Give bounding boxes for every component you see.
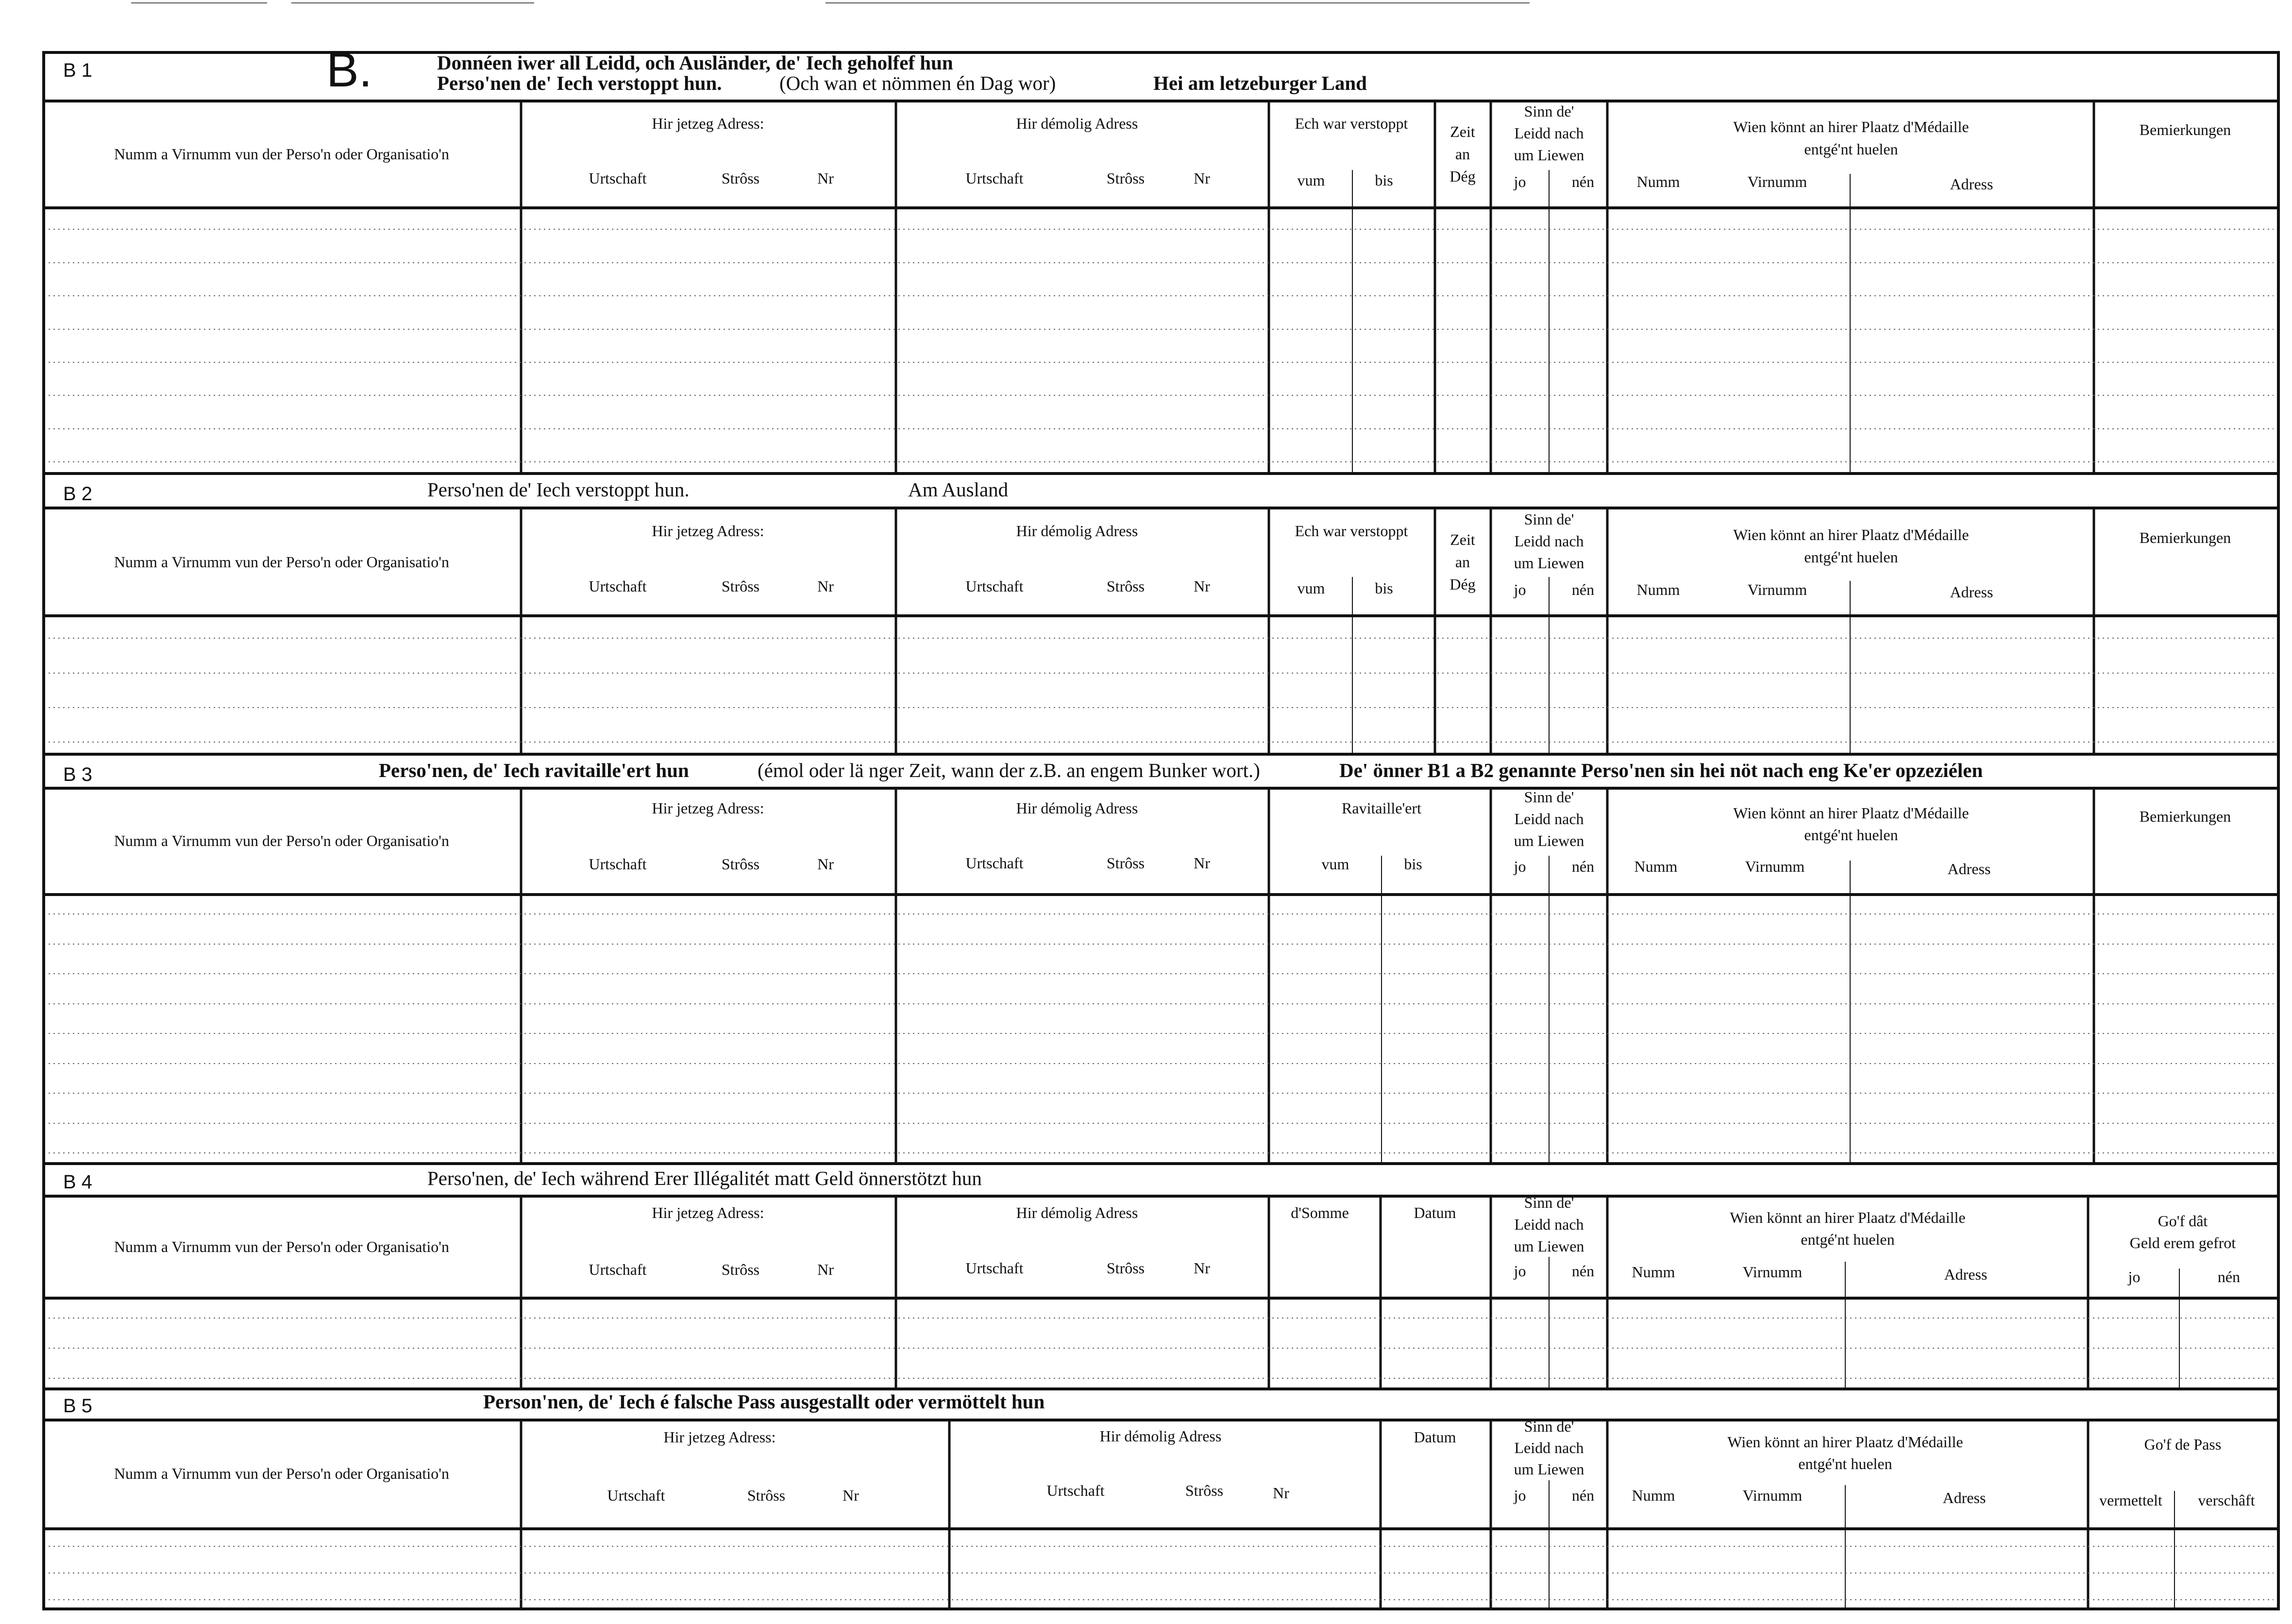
- b2-col-current-address: Hir jetzeg Adress:: [652, 522, 764, 540]
- section-b1-title-line2a: Perso'nen de' Iech verstoppt hun.: [437, 72, 722, 94]
- b4-col-gift-1: Go'f dât: [2157, 1212, 2208, 1230]
- b2-col-medal-2: entgé'nt huelen: [1804, 548, 1898, 566]
- b2-col-name: Numm a Virnumm vun der Perso'n oder Organisatio'n: [114, 553, 450, 571]
- b1-col-number: Nr: [817, 169, 834, 187]
- b1-col-former-town: Urtschaft: [965, 169, 1024, 187]
- b5-col-yes: jo: [1514, 1487, 1526, 1504]
- section-b3-title-b: (émol oder lä nger Zeit, wann der z.B. an engem Bunker wort.): [758, 759, 1260, 781]
- section-b3-title-c: De' önner B1 a B2 genannte Perso'nen sin hei nöt nach eng Ke'er opzeziélen: [1339, 759, 1983, 781]
- b1-col-former-street: Strôss: [1106, 169, 1145, 187]
- b1-col-former-number: Nr: [1194, 169, 1210, 187]
- b2-col-medal-first: Virnumm: [1747, 581, 1807, 598]
- b4-col-gift-yes: jo: [2128, 1268, 2140, 1286]
- b5-col-former-street: Strôss: [1185, 1482, 1224, 1499]
- b3-col-alive-2: Leidd nach: [1514, 810, 1584, 828]
- b4-col-no: nén: [1571, 1262, 1595, 1280]
- b3-col-town: Urtschaft: [589, 855, 647, 873]
- b5-col-no: nén: [1571, 1487, 1595, 1504]
- b5-col-medal-2: entgé'nt huelen: [1798, 1455, 1892, 1472]
- section-b2-title-b: Am Ausland: [908, 478, 1009, 501]
- b4-col-yes: jo: [1514, 1262, 1526, 1280]
- b4-col-gift-no: nén: [2217, 1268, 2241, 1286]
- b2-col-former-street: Strôss: [1106, 577, 1145, 595]
- b3-col-former-address: Hir démolig Adress: [1016, 799, 1138, 817]
- b1-col-alive-1: Sinn de': [1524, 102, 1574, 120]
- b2-col-until: bis: [1375, 579, 1393, 597]
- b1-col-days-1: Zeit: [1450, 123, 1475, 140]
- b1-col-until: bis: [1375, 171, 1393, 189]
- b1-col-days-2: an: [1455, 145, 1470, 163]
- b4-col-medal-first: Virnumm: [1742, 1263, 1803, 1281]
- b3-col-no: nén: [1571, 858, 1595, 875]
- b3-col-alive-3: um Liewen: [1514, 832, 1584, 849]
- b4-col-medal-1: Wien könnt an hirer Plaatz d'Médaille: [1730, 1209, 1966, 1226]
- section-b1: [44, 43, 2278, 474]
- b2-col-alive-2: Leidd nach: [1514, 532, 1584, 550]
- b1-col-hidden: Ech war verstoppt: [1295, 115, 1408, 132]
- b3-col-medal-address: Adress: [1947, 860, 1991, 878]
- b3-col-yes: jo: [1514, 858, 1526, 875]
- b4-col-alive-1: Sinn de': [1524, 1194, 1574, 1211]
- b3-col-former-town: Urtschaft: [965, 854, 1024, 872]
- b3-col-from: vum: [1321, 855, 1349, 873]
- b1-col-current-address: Hir jetzeg Adress:: [652, 115, 764, 132]
- b3-col-until: bis: [1404, 855, 1422, 873]
- b2-col-alive-1: Sinn de': [1524, 510, 1574, 528]
- section-b2: [44, 474, 2278, 754]
- b4-col-street: Strôss: [721, 1261, 760, 1278]
- b2-col-yes: jo: [1514, 581, 1526, 598]
- b2-col-former-address: Hir démolig Adress: [1016, 522, 1138, 540]
- section-b1-title-line2b: (Och wan et nömmen én Dag wor): [779, 72, 1056, 94]
- b2-col-number: Nr: [817, 577, 834, 595]
- b1-col-alive-2: Leidd nach: [1514, 124, 1584, 142]
- b4-col-name: Numm a Virnumm vun der Perso'n oder Organisatio'n: [114, 1238, 450, 1255]
- b4-col-former-town: Urtschaft: [965, 1259, 1024, 1277]
- b4-col-alive-3: um Liewen: [1514, 1237, 1584, 1255]
- b5-col-former-address: Hir démolig Adress: [1099, 1427, 1222, 1445]
- b1-col-medal-1: Wien könnt an hirer Plaatz d'Médaille: [1733, 118, 1969, 135]
- b3-col-number: Nr: [817, 855, 834, 873]
- b5-col-medal-first: Virnumm: [1742, 1487, 1803, 1504]
- b1-col-days-3: Dég: [1449, 168, 1476, 185]
- b5-col-alive-2: Leidd nach: [1514, 1439, 1584, 1456]
- b5-col-current-address: Hir jetzeg Adress:: [663, 1428, 776, 1446]
- b1-col-yes: jo: [1514, 173, 1526, 190]
- section-b5-title: Person'nen, de' Iech é falsche Pass ausgestallt oder vermöttelt hun: [483, 1390, 1045, 1413]
- b3-col-medal-1: Wien könnt an hirer Plaatz d'Médaille: [1733, 804, 1969, 822]
- b1-col-medal-address: Adress: [1950, 175, 1993, 193]
- b5-col-former-town: Urtschaft: [1046, 1482, 1105, 1499]
- section-b5: [44, 1389, 2278, 1609]
- b4-col-gift-2: Geld erem gefrot: [2129, 1234, 2236, 1252]
- b3-col-remarks: Bemierkungen: [2139, 808, 2231, 825]
- b4-col-former-number: Nr: [1194, 1259, 1210, 1277]
- section-b3: [44, 754, 2278, 1164]
- b2-col-days-2: an: [1455, 553, 1470, 571]
- b4-col-medal-2: entgé'nt huelen: [1801, 1231, 1895, 1248]
- section-b2-id: B 2: [63, 483, 93, 505]
- b2-col-former-number: Nr: [1194, 577, 1210, 595]
- form-outer-border: [44, 52, 2278, 1609]
- b2-col-alive-3: um Liewen: [1514, 554, 1584, 572]
- b3-col-current-address: Hir jetzeg Adress:: [652, 799, 764, 817]
- b3-col-medal-name: Numm: [1634, 858, 1678, 875]
- section-b4-title: Perso'nen, de' Iech während Erer Illégalitét matt Geld önnerstötzt hun: [427, 1167, 982, 1189]
- b1-col-medal-name: Numm: [1636, 173, 1680, 190]
- b4-col-medal-name: Numm: [1632, 1263, 1675, 1281]
- b1-col-street: Strôss: [721, 169, 760, 187]
- b3-col-medal-first: Virnumm: [1745, 858, 1805, 875]
- b5-col-alive-3: um Liewen: [1514, 1460, 1584, 1478]
- section-b1-title-line2c: Hei am letzeburger Land: [1153, 72, 1367, 94]
- b2-col-town: Urtschaft: [589, 577, 647, 595]
- b1-col-alive-3: um Liewen: [1514, 146, 1584, 164]
- b2-col-former-town: Urtschaft: [965, 577, 1024, 595]
- section-b3-title-a: Perso'nen, de' Iech ravitaille'ert hun: [379, 759, 689, 781]
- b2-col-days-1: Zeit: [1450, 531, 1475, 548]
- b5-col-procured: verschâft: [2198, 1491, 2255, 1509]
- b4-col-former-address: Hir démolig Adress: [1016, 1204, 1138, 1221]
- b3-col-supplied: Ravitaille'ert: [1342, 799, 1421, 817]
- b5-col-former-number: Nr: [1273, 1484, 1289, 1502]
- b4-col-date: Datum: [1414, 1204, 1456, 1221]
- b4-col-former-street: Strôss: [1106, 1259, 1145, 1277]
- section-b5-id: B 5: [63, 1395, 93, 1417]
- b2-col-street: Strôss: [721, 577, 760, 595]
- section-b1-title-line1: Donnéen iwer all Leidd, och Ausländer, de' Iech geholfef hun: [437, 51, 953, 74]
- b5-col-pass: Go'f de Pass: [2144, 1436, 2222, 1453]
- b5-col-alive-1: Sinn de': [1524, 1418, 1574, 1435]
- b5-col-town: Urtschaft: [607, 1487, 665, 1504]
- b5-col-name: Numm a Virnumm vun der Perso'n oder Organisatio'n: [114, 1465, 450, 1482]
- b3-col-former-street: Strôss: [1106, 854, 1145, 872]
- b2-col-medal-address: Adress: [1950, 583, 1993, 601]
- b1-col-medal-first: Virnumm: [1747, 173, 1807, 190]
- section-b3-id: B 3: [63, 764, 93, 785]
- b5-col-date: Datum: [1414, 1428, 1456, 1446]
- b3-col-street: Strôss: [721, 855, 760, 873]
- entry-lines: [49, 229, 2274, 1600]
- b1-col-medal-2: entgé'nt huelen: [1804, 140, 1898, 158]
- b1-col-remarks: Bemierkungen: [2139, 121, 2231, 138]
- b2-col-medal-1: Wien könnt an hirer Plaatz d'Médaille: [1733, 526, 1969, 543]
- b4-col-alive-2: Leidd nach: [1514, 1216, 1584, 1233]
- b2-col-from: vum: [1297, 579, 1325, 597]
- b2-col-medal-name: Numm: [1636, 581, 1680, 598]
- b1-col-former-address: Hir démolig Adress: [1016, 115, 1138, 132]
- b5-col-mediated: vermettelt: [2099, 1491, 2162, 1509]
- b5-col-medal-address: Adress: [1942, 1489, 1986, 1506]
- b3-col-former-number: Nr: [1194, 854, 1210, 872]
- b1-col-town: Urtschaft: [589, 169, 647, 187]
- section-b1-id: B 1: [63, 60, 93, 81]
- b4-col-number: Nr: [817, 1261, 834, 1278]
- b2-col-no: nén: [1571, 581, 1595, 598]
- section-b4: [44, 1164, 2278, 1389]
- b4-col-town: Urtschaft: [589, 1261, 647, 1278]
- section-b2-title-a: Perso'nen de' Iech verstoppt hun.: [427, 478, 690, 501]
- b4-col-current-address: Hir jetzeg Adress:: [652, 1204, 764, 1221]
- b2-col-hidden: Ech war verstoppt: [1295, 522, 1408, 540]
- b2-col-remarks: Bemierkungen: [2139, 529, 2231, 546]
- b5-col-number: Nr: [843, 1487, 859, 1504]
- b5-col-medal-1: Wien könnt an hirer Plaatz d'Médaille: [1727, 1433, 1963, 1451]
- b5-col-street: Strôss: [747, 1487, 786, 1504]
- b1-col-from: vum: [1297, 171, 1325, 189]
- b1-col-name: Numm a Virnumm vun der Perso'n oder Organisatio'n: [114, 145, 450, 163]
- form-letter: B.: [326, 43, 372, 97]
- b2-col-days-3: Dég: [1449, 575, 1476, 593]
- b3-col-alive-1: Sinn de': [1524, 788, 1574, 806]
- section-b4-id: B 4: [63, 1171, 93, 1193]
- b3-col-name: Numm a Virnumm vun der Perso'n oder Organisatio'n: [114, 832, 450, 849]
- b5-col-medal-name: Numm: [1632, 1487, 1675, 1504]
- b1-col-no: nén: [1571, 173, 1595, 190]
- b3-col-medal-2: entgé'nt huelen: [1804, 826, 1898, 844]
- b4-col-medal-address: Adress: [1944, 1266, 1988, 1283]
- b4-col-sum: d'Somme: [1291, 1204, 1349, 1221]
